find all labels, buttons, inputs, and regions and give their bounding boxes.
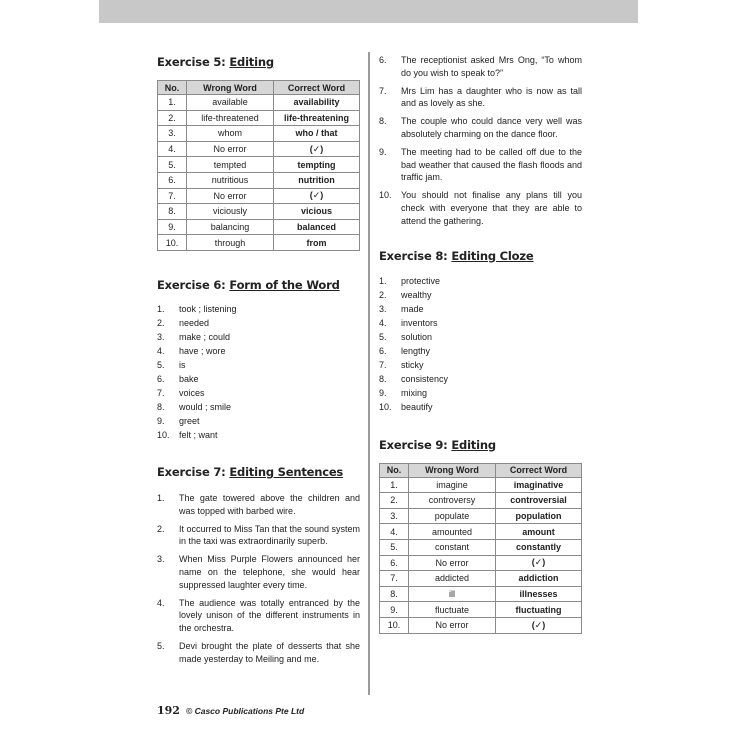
row-number: 5. [158, 157, 187, 173]
item-number: 5. [157, 359, 165, 370]
wrong-word: viciously [187, 204, 274, 220]
item-number: 10. [157, 429, 170, 440]
list-item [379, 54, 582, 80]
list-item [379, 115, 582, 141]
correct-word: (✓) [496, 617, 582, 633]
item-text: have ; wore [179, 345, 226, 356]
item-number: 9. [157, 415, 165, 426]
correct-word: from [274, 235, 360, 251]
item-number: 8. [379, 373, 387, 384]
correct-word: vicious [274, 204, 360, 220]
correct-word: population [496, 508, 582, 524]
col-header-correct: Correct Word [274, 81, 360, 95]
row-number: 6. [158, 172, 187, 188]
table-row [158, 95, 360, 111]
row-number: 6. [380, 555, 409, 571]
row-number: 9. [158, 219, 187, 235]
item-text: consistency [401, 373, 449, 384]
table-row [158, 219, 360, 235]
item-text: sticky [401, 359, 424, 370]
item-text: made [401, 303, 424, 314]
table-row [380, 555, 582, 571]
row-number: 1. [158, 95, 187, 111]
left-column [157, 55, 360, 671]
list-item [157, 414, 360, 428]
list-item [379, 400, 582, 414]
table-row [380, 586, 582, 602]
ex7-answer-list [157, 492, 360, 666]
item-number: 7. [379, 359, 387, 370]
wrong-word: constant [409, 539, 496, 555]
ex7-answer-list-continued [379, 54, 582, 228]
item-number: 5. [157, 640, 165, 651]
item-text: voices [179, 387, 205, 398]
table-row [158, 204, 360, 220]
list-item [157, 492, 360, 518]
table-row [158, 188, 360, 204]
list-item [157, 372, 360, 386]
column-divider [368, 52, 370, 695]
correct-word: who / that [274, 126, 360, 142]
item-number: 8. [157, 401, 165, 412]
col-header-no: No. [380, 463, 409, 477]
item-text: lengthy [401, 345, 431, 356]
correct-word: amount [496, 524, 582, 540]
item-number: 9. [379, 387, 387, 398]
correct-word: addiction [496, 571, 582, 587]
item-text: took ; listening [179, 303, 237, 314]
item-number: 7. [379, 85, 387, 96]
ex5-answer-table [157, 80, 360, 251]
wrong-word: available [187, 95, 274, 111]
list-item [157, 523, 360, 549]
col-header-no: No. [158, 81, 187, 95]
row-number: 3. [158, 126, 187, 142]
item-text: make ; could [179, 331, 231, 342]
item-number: 6. [379, 55, 387, 65]
table-row [158, 141, 360, 157]
item-number: 10. [379, 401, 392, 412]
item-number: 6. [379, 345, 387, 356]
table-header-row [380, 463, 582, 477]
list-item [157, 597, 360, 635]
row-number: 9. [380, 602, 409, 618]
row-number: 5. [380, 539, 409, 555]
row-number: 10. [380, 617, 409, 633]
item-number: 1. [157, 492, 165, 503]
col-header-correct: Correct Word [496, 463, 582, 477]
item-number: 2. [157, 317, 165, 328]
correct-word: nutrition [274, 172, 360, 188]
row-number: 4. [380, 524, 409, 540]
wrong-word: through [187, 235, 274, 251]
wrong-word: nutritious [187, 172, 274, 188]
item-number: 4. [157, 597, 165, 608]
table-row [380, 539, 582, 555]
table-header-row [158, 81, 360, 95]
correct-word: life-threatening [274, 110, 360, 126]
item-text: Mrs Lim has a daughter who is now as tall and as lovely as she. [401, 85, 582, 109]
list-item [379, 302, 582, 316]
item-number: 2. [379, 289, 387, 300]
row-number: 3. [380, 508, 409, 524]
table-row [158, 157, 360, 173]
correct-word: constantly [496, 539, 582, 555]
row-number: 8. [380, 586, 409, 602]
item-text: The couple who could dance very well was absolutely charming on the dance floor. [401, 116, 582, 139]
page-number: 192 [157, 704, 180, 717]
item-number: 2. [157, 523, 165, 534]
item-text: wealthy [401, 289, 432, 300]
table-row [380, 493, 582, 509]
table-row [380, 524, 582, 540]
item-text: solution [401, 331, 433, 342]
row-number: 2. [380, 493, 409, 509]
ex9-title: Exercise 9: Editing [379, 437, 496, 452]
item-number: 8. [379, 116, 387, 127]
list-item [379, 189, 582, 227]
top-bar [99, 0, 638, 23]
list-item [157, 640, 360, 666]
item-text: The audience was totally entranced by the lovely unison of the different instruments in the orchestra. [179, 597, 360, 634]
page-footer [157, 704, 304, 717]
item-number: 7. [157, 387, 165, 398]
list-item [379, 372, 582, 386]
correct-word: fluctuating [496, 602, 582, 618]
list-item [379, 274, 582, 288]
table-row [158, 172, 360, 188]
list-item [157, 386, 360, 400]
item-text: inventors [401, 317, 438, 328]
item-text: The receptionist asked Mrs Ong, “To whom do you wish to speak to?” [401, 55, 582, 78]
correct-word: balanced [274, 219, 360, 235]
wrong-word: tempted [187, 157, 274, 173]
item-text: beautify [401, 401, 433, 412]
col-header-wrong: Wrong Word [187, 81, 274, 95]
wrong-word: No error [409, 617, 496, 633]
item-text: You should not finalise any plans till you check with everyone that they are able to attend the gathering. [401, 190, 582, 226]
item-text: needed [179, 317, 210, 328]
table-row [380, 508, 582, 524]
table-row [380, 571, 582, 587]
wrong-word: fluctuate [409, 602, 496, 618]
item-number: 6. [157, 373, 165, 384]
item-text: The gate towered above the children and was topped with barbed wire. [179, 492, 360, 516]
item-number: 10. [379, 190, 392, 201]
list-item [157, 358, 360, 372]
table-row [158, 126, 360, 142]
item-text: bake [179, 373, 199, 384]
row-number: 2. [158, 110, 187, 126]
wrong-word: No error [409, 555, 496, 571]
list-item [379, 316, 582, 330]
wrong-word: ill [409, 586, 496, 602]
item-text: mixing [401, 387, 428, 398]
ex7-title: Exercise 7: Editing Sentences [157, 464, 344, 479]
ex8-answer-list [379, 274, 582, 414]
item-number: 3. [379, 303, 387, 314]
correct-word: imaginative [496, 477, 582, 493]
item-text: When Miss Purple Flowers announced her name on the telephone, she would hear suppressed laughter every time. [179, 554, 360, 590]
item-number: 9. [379, 146, 387, 157]
table-row [380, 477, 582, 493]
row-number: 1. [380, 477, 409, 493]
list-item [379, 344, 582, 358]
ex9-answer-table [379, 463, 582, 634]
list-item [379, 288, 582, 302]
wrong-word: imagine [409, 477, 496, 493]
item-text: Devi brought the plate of desserts that she made yesterday to Meiling and me. [179, 640, 360, 664]
item-text: The meeting had to be called off due to the bad weather that caused the flash floods and traffic jam. [401, 146, 582, 183]
right-column [379, 54, 582, 634]
ex5-title: Exercise 5: Editing [157, 55, 274, 69]
list-item [379, 85, 582, 111]
row-number: 7. [158, 188, 187, 204]
item-text: would ; smile [179, 401, 232, 412]
item-number: 5. [379, 331, 387, 342]
table-row [158, 235, 360, 251]
item-text: It occurred to Miss Tan that the sound system in the taxi was extraordinarily superb. [179, 523, 360, 547]
list-item [157, 400, 360, 414]
list-item [157, 553, 360, 591]
list-item [379, 358, 582, 372]
correct-word: illnesses [496, 586, 582, 602]
wrong-word: populate [409, 508, 496, 524]
list-item [157, 330, 360, 344]
table-row [158, 110, 360, 126]
correct-word: controversial [496, 493, 582, 509]
correct-word: (✓) [274, 141, 360, 157]
correct-word: (✓) [274, 188, 360, 204]
ex6-answer-list [157, 302, 360, 442]
wrong-word: controversy [409, 493, 496, 509]
list-item [157, 302, 360, 316]
row-number: 10. [158, 235, 187, 251]
correct-word: (✓) [496, 555, 582, 571]
wrong-word: amounted [409, 524, 496, 540]
item-text: is [179, 359, 186, 370]
item-number: 3. [157, 331, 165, 342]
correct-word: availability [274, 95, 360, 111]
wrong-word: No error [187, 141, 274, 157]
list-item [379, 330, 582, 344]
item-text: felt ; want [179, 429, 218, 440]
wrong-word: No error [187, 188, 274, 204]
table-row [380, 617, 582, 633]
item-number: 3. [157, 554, 165, 565]
list-item [157, 316, 360, 330]
row-number: 7. [380, 571, 409, 587]
ex8-title: Exercise 8: Editing Cloze [379, 248, 534, 263]
wrong-word: life-threatened [187, 110, 274, 126]
table-row [380, 602, 582, 618]
wrong-word: balancing [187, 219, 274, 235]
wrong-word: addicted [409, 571, 496, 587]
row-number: 4. [158, 141, 187, 157]
publisher-credit: © Casco Publications Pte Ltd [185, 705, 305, 716]
list-item [157, 344, 360, 358]
item-number: 1. [379, 275, 387, 286]
item-text: protective [401, 275, 441, 286]
item-number: 1. [157, 303, 165, 314]
list-item [157, 428, 360, 442]
item-text: greet [179, 415, 200, 426]
col-header-wrong: Wrong Word [409, 463, 496, 477]
list-item [379, 386, 582, 400]
correct-word: tempting [274, 157, 360, 173]
item-number: 4. [379, 317, 387, 328]
row-number: 8. [158, 204, 187, 220]
list-item [379, 146, 582, 184]
item-number: 4. [157, 345, 165, 356]
wrong-word: whom [187, 126, 274, 142]
ex6-title: Exercise 6: Form of the Word [157, 277, 340, 292]
